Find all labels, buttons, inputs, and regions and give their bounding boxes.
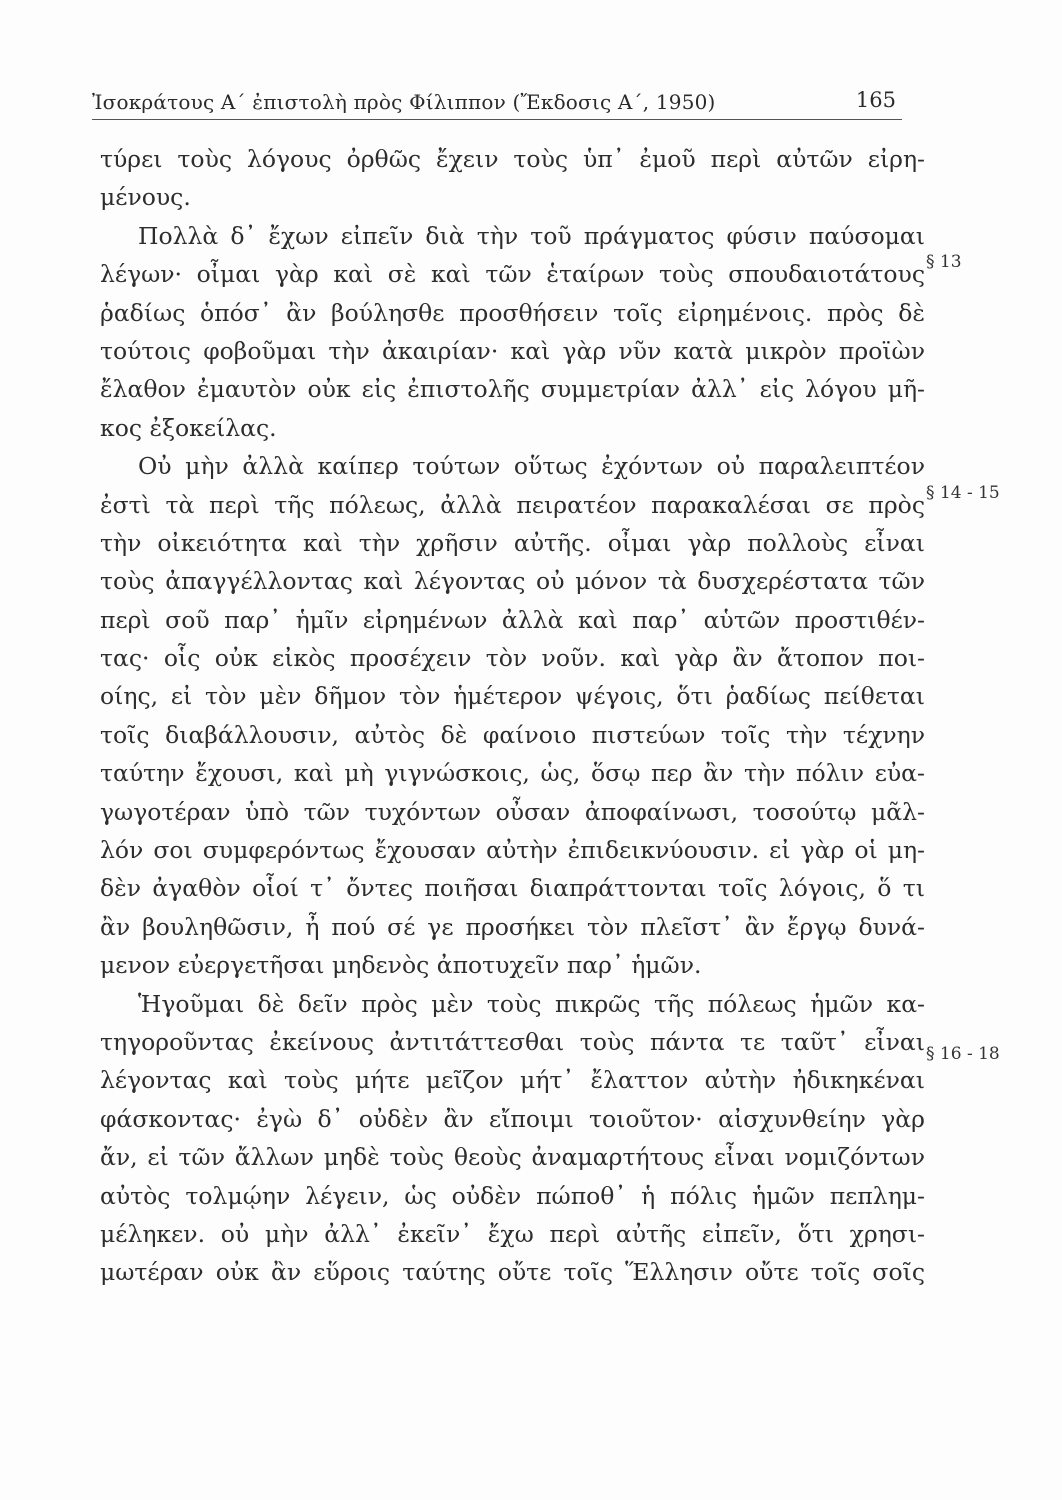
text-line: μένους. — [100, 183, 191, 212]
text-line: μενον εὐεργετῆσαι μηδενὸς ἀποτυχεῖν παρ᾽ ἡμῶν. — [100, 951, 702, 980]
text-line: φάσκοντας· ἐγὼ δ᾽ οὐδὲν ἂν εἴποιμι τοιοῦτον· αἰσχυνθείην γὰρ — [100, 1104, 925, 1133]
body-text — [100, 140, 925, 1292]
paragraph-start-line: Ἡγοῦμαι δὲ δεῖν πρὸς μὲν τοὺς πικρῶς τῆς πόλεως ἡμῶν κα- — [138, 989, 925, 1018]
text-line: ἂν βουληθῶσιν, ἦ πού σέ γε προσήκει τὸν πλεῖστ᾽ ἂν ἔργῳ δυνά- — [100, 912, 925, 941]
text-line: μέληκεν. οὐ μὴν ἀλλ᾽ ἐκεῖν᾽ ἔχω περὶ αὐτῆς εἰπεῖν, ὅτι χρησι- — [100, 1219, 925, 1248]
text-line: τύρει τοὺς λόγους ὀρθῶς ἔχειν τοὺς ὑπ᾽ ἐμοῦ περὶ αὐτῶν εἰρη- — [100, 145, 925, 173]
text-line: ἔλαθον ἐμαυτὸν οὐκ εἰς ἐπιστολῆς συμμετρίαν ἀλλ᾽ εἰς λόγου μῆ- — [100, 375, 925, 404]
text-line: τοῖς διαβάλλουσιν, αὐτὸς δὲ φαίνοιο πιστεύων τοῖς τὴν τέχνην — [100, 720, 925, 749]
margin-note-section-14-15: § 14 - 15 — [926, 483, 1000, 503]
text-line: λόν σοι συμφερόντως ἔχουσαν αὐτὴν ἐπιδεικνύουσιν. εἰ γὰρ οἱ μη- — [100, 836, 925, 865]
margin-note-section-16-18: § 16 - 18 — [926, 1044, 1000, 1064]
running-title: Ἰσοκράτους Α΄ ἐπιστολὴ πρὸς Φίλιππον (Ἔκδοσις Α΄, 1950) — [92, 90, 716, 114]
text-line: δὲν ἀγαθὸν οἷοί τ᾽ ὄντες ποιῆσαι διαπράττονται τοῖς λόγοις, ὅ τι — [100, 874, 925, 903]
text-line: τὴν οἰκειότητα καὶ τὴν χρῆσιν αὐτῆς. οἶμαι γὰρ πολλοὺς εἶναι — [100, 528, 925, 557]
text-line: περὶ σοῦ παρ᾽ ἡμῖν εἰρημένων ἀλλὰ καὶ παρ᾽ αὑτῶν προστιθέν- — [100, 605, 925, 634]
text-line: λέγοντας καὶ τοὺς μήτε μεῖζον μήτ᾽ ἔλαττον αὐτὴν ἠδικηκέναι — [100, 1066, 925, 1095]
text-line: τούτοις φοβοῦμαι τὴν ἀκαιρίαν· καὶ γὰρ νῦν κατὰ μικρὸν προϊὼν — [100, 336, 925, 365]
text-line: κος ἐξοκείλας. — [100, 413, 277, 442]
text-line: τοὺς ἀπαγγέλλοντας καὶ λέγοντας οὐ μόνον τὰ δυσχερέστατα τῶν — [100, 567, 925, 596]
text-line: τηγοροῦντας ἐκείνους ἀντιτάττεσθαι τοὺς πάντα τε ταῦτ᾽ εἶναι — [100, 1027, 925, 1056]
text-line: λέγων· οἶμαι γὰρ καὶ σὲ καὶ τῶν ἑταίρων τοὺς σπουδαιοτάτους — [100, 260, 925, 289]
text-line: ταύτην ἔχουσι, καὶ μὴ γιγνώσκοις, ὡς, ὅσῳ περ ἂν τὴν πόλιν εὐα- — [100, 759, 925, 788]
text-line: ἄν, εἰ τῶν ἄλλων μηδὲ τοὺς θεοὺς ἀναμαρτήτους εἶναι νομιζόντων — [100, 1143, 925, 1172]
running-header — [92, 86, 904, 122]
text-line: αὐτὸς τολμῴην λέγειν, ὡς οὐδὲν πώποθ᾽ ἡ πόλις ἡμῶν πεπλημ- — [100, 1181, 925, 1210]
text-line: τας· οἷς οὐκ εἰκὸς προσέχειν τὸν νοῦν. καὶ γὰρ ἂν ἄτοπον ποι- — [100, 644, 925, 673]
text-line: οίης, εἰ τὸν μὲν δῆμον τὸν ἡμέτερον ψέγοις, ὅτι ῥαδίως πείθεται — [100, 682, 925, 711]
paragraph-start-line: Οὐ μὴν ἀλλὰ καίπερ τούτων οὕτως ἐχόντων οὐ παραλειπτέον — [138, 452, 925, 481]
text-line: ἐστὶ τὰ περὶ τῆς πόλεως, ἀλλὰ πειρατέον παρακαλέσαι σε πρὸς — [100, 490, 925, 519]
header-rule — [92, 119, 902, 120]
text-line: ῥαδίως ὁπόσ᾽ ἂν βούλησθε προσθήσειν τοῖς εἰρημένοις. πρὸς δὲ — [100, 298, 925, 327]
paragraph-start-line: Πολλὰ δ᾽ ἔχων εἰπεῖν διὰ τὴν τοῦ πράγματος φύσιν παύσομαι — [138, 221, 925, 250]
page-number: 165 — [855, 88, 896, 112]
text-line: μωτέραν οὐκ ἂν εὕροις ταύτης οὔτε τοῖς Ἕλλησιν οὔτε τοῖς σοῖς — [100, 1258, 925, 1287]
margin-note-section-13: § 13 — [926, 252, 962, 272]
text-line: γωγοτέραν ὑπὸ τῶν τυχόντων οὖσαν ἀποφαίνωσι, τοσούτῳ μᾶλ- — [100, 797, 925, 826]
